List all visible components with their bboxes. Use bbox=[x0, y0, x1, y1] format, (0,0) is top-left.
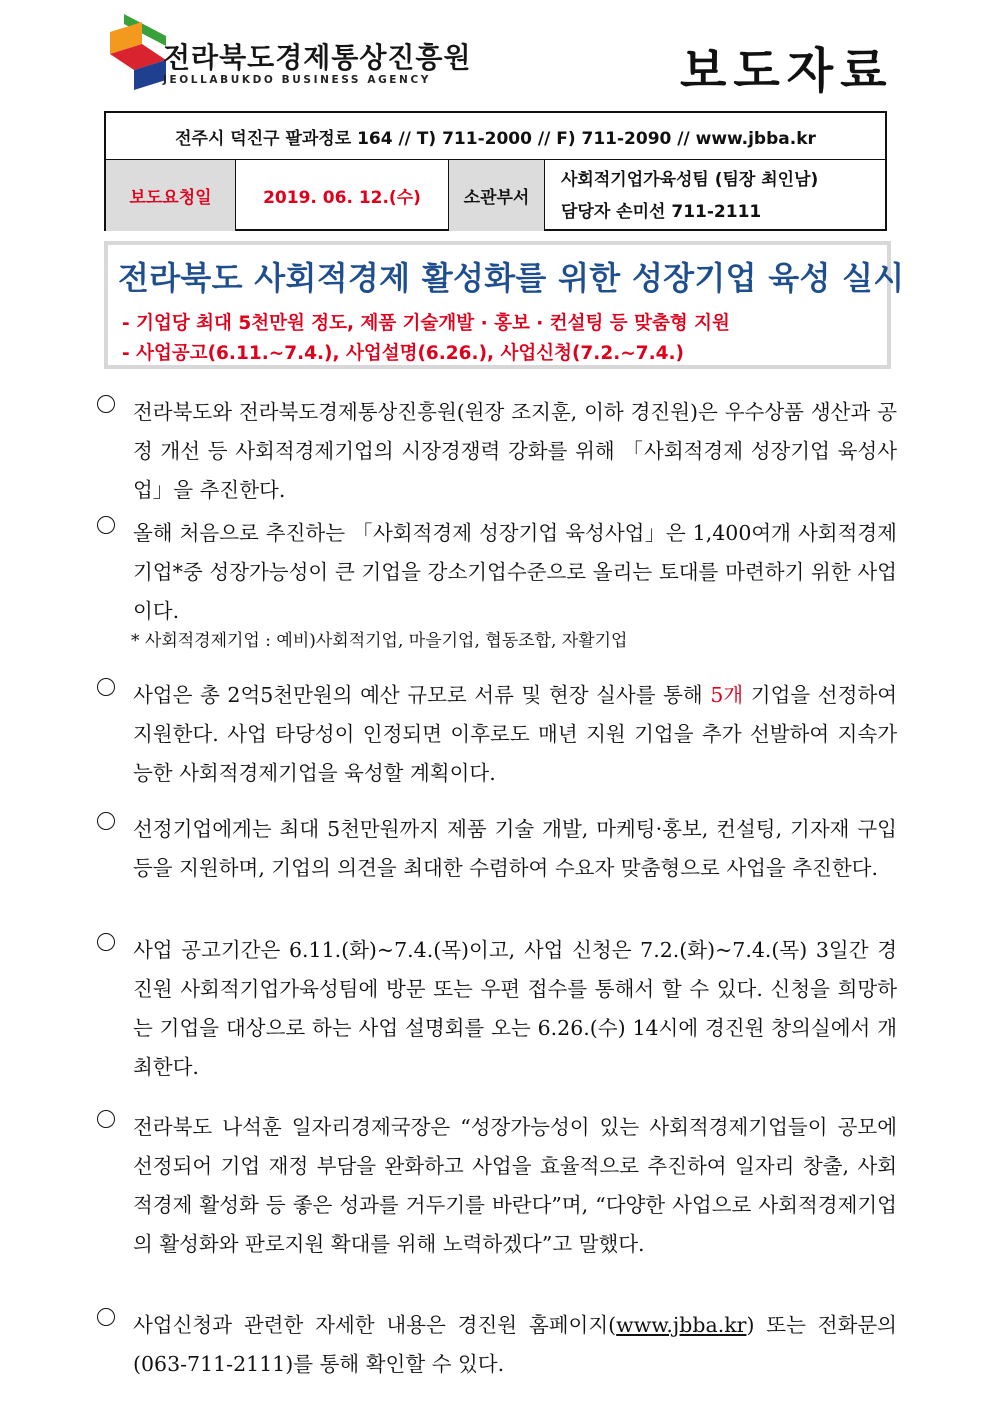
circle-bullet-icon bbox=[97, 678, 115, 696]
headline-box bbox=[104, 241, 905, 369]
circle-bullet-icon bbox=[97, 1110, 115, 1128]
highlight-count: 5개 bbox=[710, 683, 744, 707]
text-span: 사업은 총 2억5천만원의 예산 규모로 서류 및 현장 실사를 통해 bbox=[133, 683, 711, 707]
info-table bbox=[104, 111, 887, 231]
paragraph-text: 선정기업에게는 최대 5천만원까지 제품 기술 개발, 마케팅·홍보, 컨설팅, 기자재 구입 등을 지원하며, 기업의 의견을 최대한 수렴하여 수요자 맞춤형으로 사업을 추진한다. bbox=[133, 817, 897, 880]
paragraph-text bbox=[133, 676, 897, 793]
request-date-label: 보도요청일 bbox=[106, 160, 236, 231]
headline-sub-1: - 기업당 최대 5천만원 정도, 제품 기술개발 · 홍보 · 컨설팅 등 맞춤형 지원 bbox=[122, 313, 730, 334]
paragraph-text bbox=[133, 1306, 897, 1384]
contact-person: 담당자 손미선 711-2111 bbox=[561, 201, 762, 222]
circle-bullet-icon bbox=[97, 395, 115, 413]
headline-sub-2: - 사업공고(6.11.~7.4.), 사업설명(6.26.), 사업신청(7.2.~7.4.) bbox=[122, 343, 684, 364]
paragraph-5 bbox=[97, 931, 897, 1087]
doc-type-title: 보도자료 bbox=[680, 43, 894, 99]
paragraph-3 bbox=[97, 676, 897, 793]
org-name: 전라북도경제통상진흥원 bbox=[163, 41, 472, 74]
request-date: 2019. 06. 12.(수) bbox=[236, 160, 449, 231]
contact-line: 전주시 덕진구 팔과정로 164 // T) 711-2000 // F) 711-2090 // www.jbba.kr bbox=[106, 113, 885, 160]
paragraph-4 bbox=[97, 810, 897, 888]
dept-name: 사회적기업가육성팀 (팀장 최인남) bbox=[561, 169, 819, 190]
org-subtitle: JEOLLABUKDO BUSINESS AGENCY bbox=[163, 74, 431, 86]
paragraph-6 bbox=[97, 1108, 897, 1264]
headline-title: 전라북도 사회적경제 활성화를 위한 성장기업 육성 실시 bbox=[118, 259, 905, 297]
dept-label: 소관부서 bbox=[449, 160, 545, 231]
paragraph-text: 사업 공고기간은 6.11.(화)~7.4.(목)이고, 사업 신청은 7.2.(화)~7.4.(목) 3일간 경진원 사회적기업가육성팀에 방문 또는 우편 접수를 통해서 할 수 있다. 신청을 희망하는 기업을 대상으로 하는 사업 설명회를 오는 6.26.(수) 14시에 경진원 창의실에서 개최한다. bbox=[133, 938, 897, 1079]
homepage-link[interactable]: www.jbba.kr bbox=[616, 1313, 747, 1337]
circle-bullet-icon bbox=[97, 812, 115, 830]
text-span: 사업신청과 관련한 자세한 내용은 경진원 홈페이지( bbox=[133, 1313, 617, 1337]
circle-bullet-icon bbox=[97, 516, 115, 534]
agency-logo bbox=[108, 14, 168, 96]
text-span: 기업을 선정하여 지원한다. 사업 타당성이 인정되면 이후로도 매년 지원 기업을 추가 선발하여 지속가능한 사회적경제기업을 육성할 계획이다. bbox=[133, 683, 897, 785]
paragraph-text: 전라북도 나석훈 일자리경제국장은 “성장가능성이 있는 사회적경제기업들이 공모에 선정되어 기업 재정 부담을 완화하고 사업을 효율적으로 추진하여 일자리 창출, 사회적경제 활성화 등 좋은 성과를 거두기를 바란다”며, “다양한 사업으로 사회적경제기업의 활성화와 판로지원 확대를 위해 노력하겠다”고 말했다. bbox=[133, 1115, 897, 1256]
paragraph-text: 전라북도와 전라북도경제통상진흥원(원장 조지훈, 이하 경진원)은 우수상품 생산과 공정 개선 등 사회적경제기업의 시장경쟁력 강화를 위해 「사회적경제 성장기업 육성사업」을 추진한다. bbox=[133, 400, 897, 502]
circle-bullet-icon bbox=[97, 1308, 115, 1326]
text-span: ) 또는 전화문의(063-711-2111)를 통해 확인할 수 있다. bbox=[133, 1313, 897, 1376]
paragraph-7 bbox=[97, 1306, 897, 1384]
dept-cell bbox=[545, 160, 885, 231]
footnote: * 사회적경제기업 : 예비)사회적기업, 마을기업, 협동조합, 자활기업 bbox=[131, 631, 628, 651]
paragraph-2 bbox=[97, 514, 897, 631]
circle-bullet-icon bbox=[97, 933, 115, 951]
paragraph-text: 올해 처음으로 추진하는 「사회적경제 성장기업 육성사업」은 1,400여개 사회적경제기업*중 성장가능성이 큰 기업을 강소기업수준으로 올리는 토대를 마련하기 위한 사업이다. bbox=[133, 521, 897, 623]
paragraph-1 bbox=[97, 393, 897, 510]
